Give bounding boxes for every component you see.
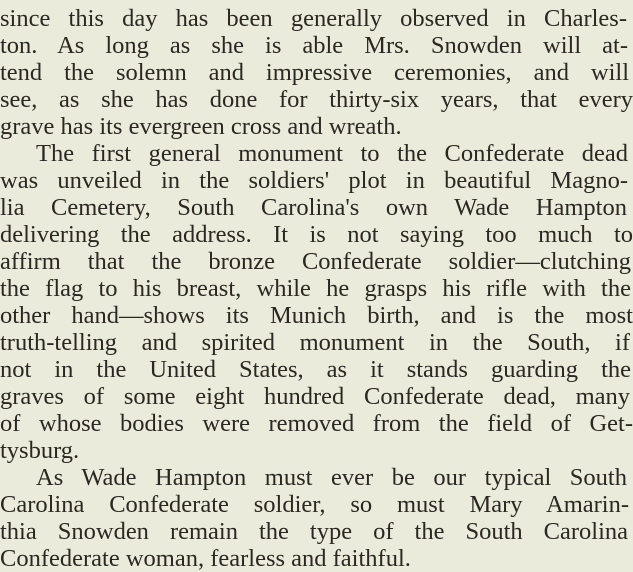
text-line: since this day has been generally observed in Charles- bbox=[0, 5, 627, 32]
text-line: thia Snowden remain the type of the South Carolina bbox=[0, 518, 628, 545]
text-line: lia Cemetery, South Carolina's own Wade Hampton bbox=[0, 194, 627, 221]
text-line: Carolina Confederate soldier, so must Mary Amarin- bbox=[0, 491, 629, 518]
text-line: was unveiled in the soldiers' plot in beautiful Magno- bbox=[0, 167, 628, 194]
text-line: tysburg. bbox=[0, 437, 80, 464]
text-line: truth-telling and spirited monument in the South, if bbox=[0, 329, 630, 356]
text-line: graves of some eight hundred Confederate dead, many bbox=[0, 383, 630, 410]
text-line: delivering the address. It is not saying too much to bbox=[0, 221, 633, 248]
text-line: other hand—shows its Munich birth, and is the most bbox=[0, 302, 633, 329]
text-line: not in the United States, as it stands guarding the bbox=[0, 356, 631, 383]
text-line: ton. As long as she is able Mrs. Snowden will at- bbox=[0, 32, 628, 59]
text-line: affirm that the bronze Confederate soldier—clutching bbox=[0, 248, 631, 275]
text-line: As Wade Hampton must ever be our typical South bbox=[36, 464, 627, 491]
text-line: the flag to his breast, while he grasps his rifle with the bbox=[0, 275, 631, 302]
text-line: grave has its evergreen cross and wreath. bbox=[0, 113, 402, 140]
text-line: Confederate woman, fearless and faithful. bbox=[0, 545, 411, 572]
text-line: of whose bodies were removed from the field of Get- bbox=[0, 410, 633, 437]
text-line: tend the solemn and impressive ceremonies, and will bbox=[0, 59, 629, 86]
text-line: The first general monument to the Confederate dead bbox=[36, 140, 628, 167]
text-line: see, as she has done for thirty-six years, that every bbox=[0, 86, 633, 113]
